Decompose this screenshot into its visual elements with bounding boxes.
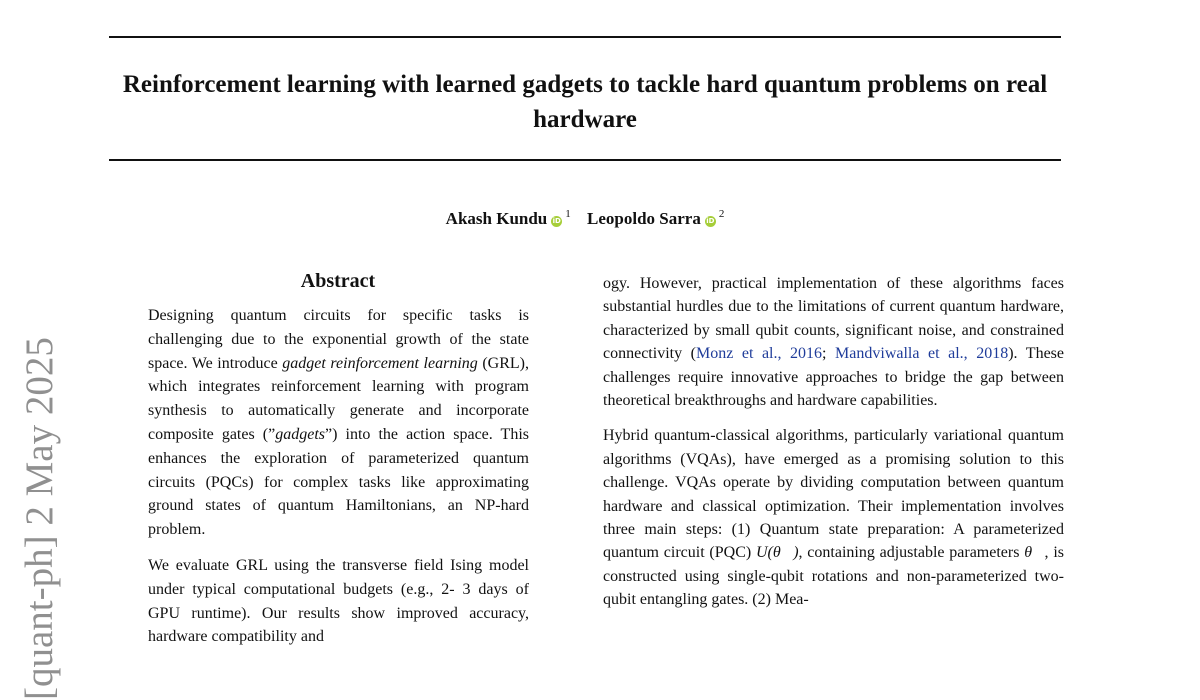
author-name: Akash Kundu (445, 209, 548, 228)
text-run: (GRL), which integrates reinforcement learning with program synthesis to automatically generate and incorporate composite gates (” (148, 354, 529, 443)
orcid-icon[interactable]: iD (706, 217, 715, 225)
text-run: ”) into the action space. This enhances the exploration of parameterized quantum circuits (PQCs) for complex tasks like approximating ground states of quantum Hamiltonians, an NP-hard problem. (148, 425, 529, 539)
citation-link[interactable]: Monz et al., 2016 (695, 345, 823, 363)
introduction-column (603, 272, 1064, 612)
author-name: Leopoldo Sarra (587, 209, 701, 228)
text-run: ogy. However, practical implementation of these algorithms faces substantial hurdles due to the limitations of current quantum hardware, characterized by small qubit counts, significant noise, and constrained connectivity ( (603, 275, 1064, 363)
math-expression: θ⃗ (1024, 544, 1045, 562)
citation-link[interactable]: Mandviwalla et al., 2018 (835, 345, 1009, 363)
body-paragraph-2 (603, 424, 1064, 611)
text-run: ; (822, 345, 836, 363)
math-expression: U(θ⃗) (756, 544, 799, 562)
text-run: Hybrid quantum-classical algorithms, particularly variational quantum algorithms (VQAs), have emerged as a promising solution to this challenge. VQAs operate by dividing computation between quantum hardware and classical optimization. Their implementation involves three main steps: (1) Quantum state preparation: A parameterized quantum circuit (PQC) (603, 427, 1064, 562)
text-run: , containing adjustable parameters (798, 544, 1025, 562)
emphasis-text: gadgets (275, 425, 325, 443)
abstract-paragraph-2: We evaluate GRL using the transverse field Ising model under typical computational budgets (e.g., 2- 3 days of GPU runtime). Our results show improved accuracy, hardware compatibility and (148, 556, 529, 646)
abstract-column (148, 304, 529, 649)
author-1 (446, 202, 571, 231)
emphasis-text: gadget reinforcement learning (282, 354, 478, 372)
author-affiliation: 2 (718, 208, 725, 220)
abstract-heading: Abstract (300, 270, 376, 292)
author-affiliation: 1 (565, 208, 571, 220)
orcid-icon[interactable]: iD (552, 217, 561, 225)
text-run: , is constructed using single-qubit rotations and non-parameterized two-qubit entangling gates. (2) Mea- (603, 544, 1065, 609)
body-paragraph-1 (603, 272, 1064, 412)
author-2 (587, 202, 724, 231)
text-run: Designing quantum circuits for specific tasks is challenging due to the exponential growth of the state space. We introduce (148, 307, 529, 372)
author-list (100, 202, 1070, 231)
abstract-paragraph-1 (148, 304, 529, 542)
title-rule-bottom (109, 159, 1061, 161)
paper-title: Reinforcement learning with learned gadgets to tackle hard quantum problems on real hardware (122, 71, 1048, 133)
title-rule-top (109, 36, 1061, 38)
text-run: ). These challenges require innovative approaches to bridge the gap between theoretical breakthroughs and hardware capabilities. (603, 345, 1065, 410)
arxiv-identifier-stamp: [quant-ph] 2 May 2025 (18, 337, 61, 700)
